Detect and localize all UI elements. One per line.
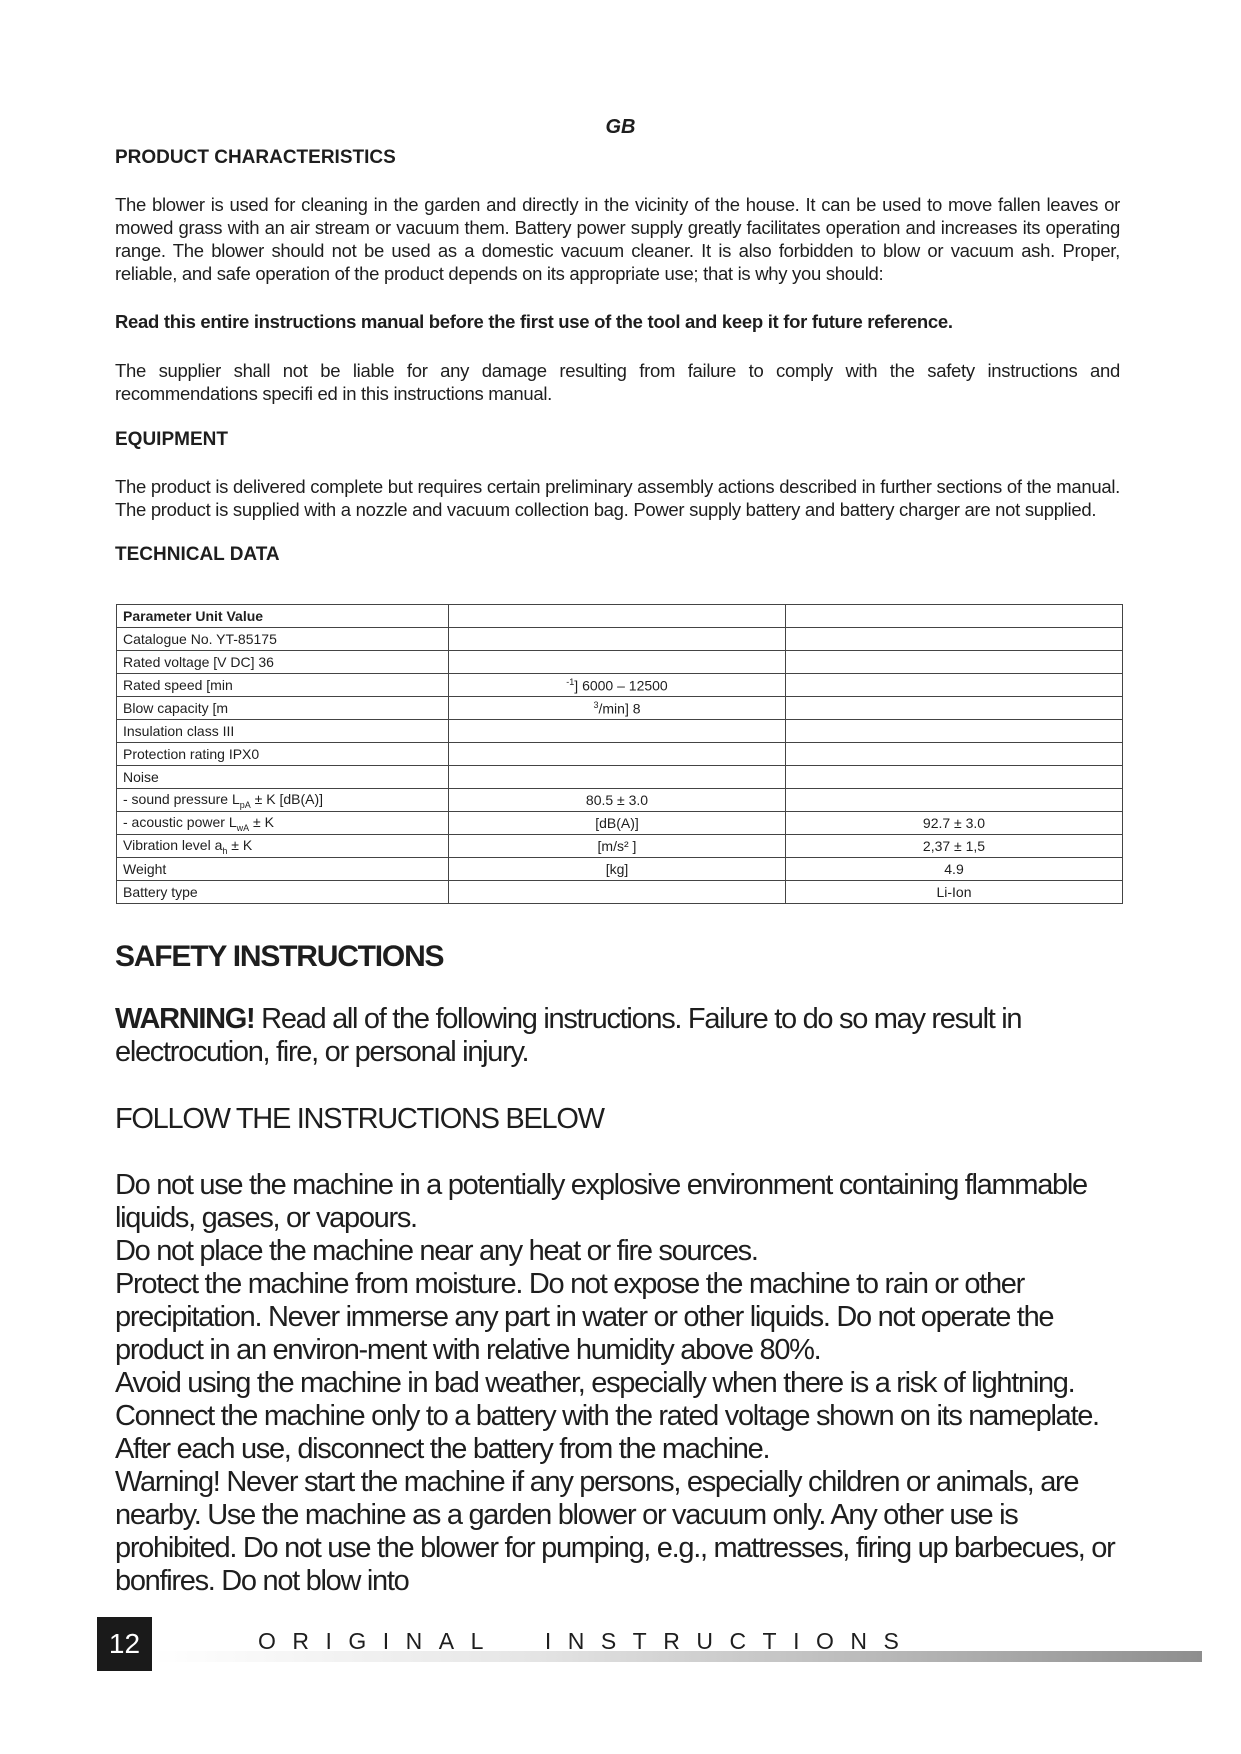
cell-text: ± K — [249, 813, 274, 830]
read-manual-note: Read this entire instructions manual before the first use of the tool and keep it for future reference. — [115, 311, 953, 332]
table-cell: [kg] — [449, 858, 786, 881]
page-number: 12 — [97, 1617, 152, 1671]
warning-paragraph — [115, 1003, 1125, 1069]
table-cell — [449, 697, 786, 720]
table-cell — [786, 674, 1123, 697]
table-cell — [449, 605, 786, 628]
table-row — [117, 720, 1123, 743]
table-cell — [786, 766, 1123, 789]
table-cell — [786, 605, 1123, 628]
table-cell: 80.5 ± 3.0 — [449, 789, 786, 812]
table-row — [117, 743, 1123, 766]
table-row — [117, 697, 1123, 720]
table-cell: Rated speed [min — [117, 674, 449, 697]
table-cell — [449, 651, 786, 674]
section-heading-equipment: EQUIPMENT — [115, 429, 228, 450]
table-cell: 2,37 ± 1,5 — [786, 835, 1123, 858]
table-cell: [m/s² ] — [449, 835, 786, 858]
subscript: wA — [236, 822, 250, 833]
cell-text: ± K — [227, 836, 253, 853]
cell-text: - acoustic power L — [123, 813, 237, 830]
technical-data-table — [116, 604, 1123, 904]
table-cell — [786, 697, 1123, 720]
section-heading-safety-instructions: SAFETY INSTRUCTIONS — [115, 940, 444, 973]
table-cell — [117, 789, 449, 812]
table-row — [117, 858, 1123, 881]
table-cell: [dB(A)] — [449, 812, 786, 835]
cell-text: ] 6000 – 12500 — [574, 677, 668, 694]
table-row — [117, 628, 1123, 651]
table-row — [117, 835, 1123, 858]
table-row — [117, 674, 1123, 697]
table-row — [117, 881, 1123, 904]
table-cell: Weight — [117, 858, 449, 881]
table-cell: Blow capacity [m — [117, 697, 449, 720]
table-cell — [449, 628, 786, 651]
cell-text: - sound pressure L — [123, 790, 240, 807]
cell-text: /min] 8 — [598, 700, 641, 717]
table-cell: 92.7 ± 3.0 — [786, 812, 1123, 835]
safety-rules-body: Do not use the machine in a potentially explosive environment containing flammable liquids, gases, or vapours. Do not place the machine near any heat or fire sources. Protect the machine from moisture. Do not expose the machine to rain or other precipitation. Never immerse any part in water or other liquids. Do not operate the product in an environ-ment with relative humidity above 80%. Avoid using the machine in bad weather, especially when there is a risk of lightning. Connect the machine only to a battery with the rated voltage shown on its nameplate. After each use, disconnect the battery from the machine. Warning! Never start the machine if any persons, especially children or animals, are nearby. Use the machine as a garden blower or vacuum only. Any other use is prohibited. Do not use the blower for pumping, e.g., mattresses, firing up barbecues, or bonfires. Do not blow into — [115, 1169, 1115, 1597]
table-cell — [449, 743, 786, 766]
cell-text: Vibration level a — [123, 836, 223, 853]
table-cell: Rated voltage [V DC] 36 — [117, 651, 449, 674]
warning-text: Read all of the following instructions. Failure to do so may result in electrocution, fire, or personal injury. — [115, 1003, 1022, 1068]
table-row — [117, 605, 1123, 628]
table-cell — [786, 743, 1123, 766]
section-heading-technical-data: TECHNICAL DATA — [115, 544, 280, 565]
table-cell: Catalogue No. YT-85175 — [117, 628, 449, 651]
table-cell — [449, 674, 786, 697]
table-cell: Battery type — [117, 881, 449, 904]
table-row — [117, 789, 1123, 812]
table-cell — [786, 789, 1123, 812]
table-cell: Noise — [117, 766, 449, 789]
table-cell: Protection rating IPX0 — [117, 743, 449, 766]
table-cell: Insulation class III — [117, 720, 449, 743]
product-characteristics-paragraph: The blower is used for cleaning in the garden and directly in the vicinity of the house. It can be used to move fallen leaves or mowed grass with an air stream or vacuum them. Battery power supply greatly facilitates operation and increases its operating range. The blower should not be used as a domestic vacuum cleaner. It is also forbidden to blow or vacuum ash. Proper, reliable, and safe operation of the product depends on its appropriate use; that is why you should: — [115, 194, 1120, 284]
section-heading-product-characteristics: PRODUCT CHARACTERISTICS — [115, 147, 396, 168]
table-cell: Parameter Unit Value — [117, 605, 449, 628]
superscript: -1 — [566, 676, 575, 687]
table-cell — [786, 651, 1123, 674]
table-row — [117, 651, 1123, 674]
follow-instructions-heading: FOLLOW THE INSTRUCTIONS BELOW — [115, 1103, 604, 1135]
equipment-paragraph: The product is delivered complete but requires certain preliminary assembly actions described in further sections of the manual. The product is supplied with a nozzle and vacuum collection bag. Power supply battery and battery charger are not supplied. — [115, 476, 1120, 520]
language-code: GB — [605, 116, 636, 138]
table-row — [117, 812, 1123, 835]
table-cell — [786, 628, 1123, 651]
table-cell — [449, 720, 786, 743]
table-cell — [786, 720, 1123, 743]
table-cell — [449, 881, 786, 904]
liability-paragraph: The supplier shall not be liable for any damage resulting from failure to comply with the safety instructions and recommendations specifi ed in this instructions manual. — [115, 360, 1120, 404]
cell-text: ± K [dB(A)] — [250, 790, 324, 807]
table-cell: 4.9 — [786, 858, 1123, 881]
table-cell: Li-Ion — [786, 881, 1123, 904]
table-cell — [449, 766, 786, 789]
warning-label: WARNING! — [115, 1003, 255, 1035]
subscript: pA — [239, 799, 251, 810]
table-row — [117, 766, 1123, 789]
footer-text: ORIGINAL INSTRUCTIONS — [258, 1628, 916, 1654]
table-cell — [117, 835, 449, 858]
table-cell — [117, 812, 449, 835]
superscript: 3 — [593, 699, 599, 710]
subscript: h — [222, 845, 228, 856]
